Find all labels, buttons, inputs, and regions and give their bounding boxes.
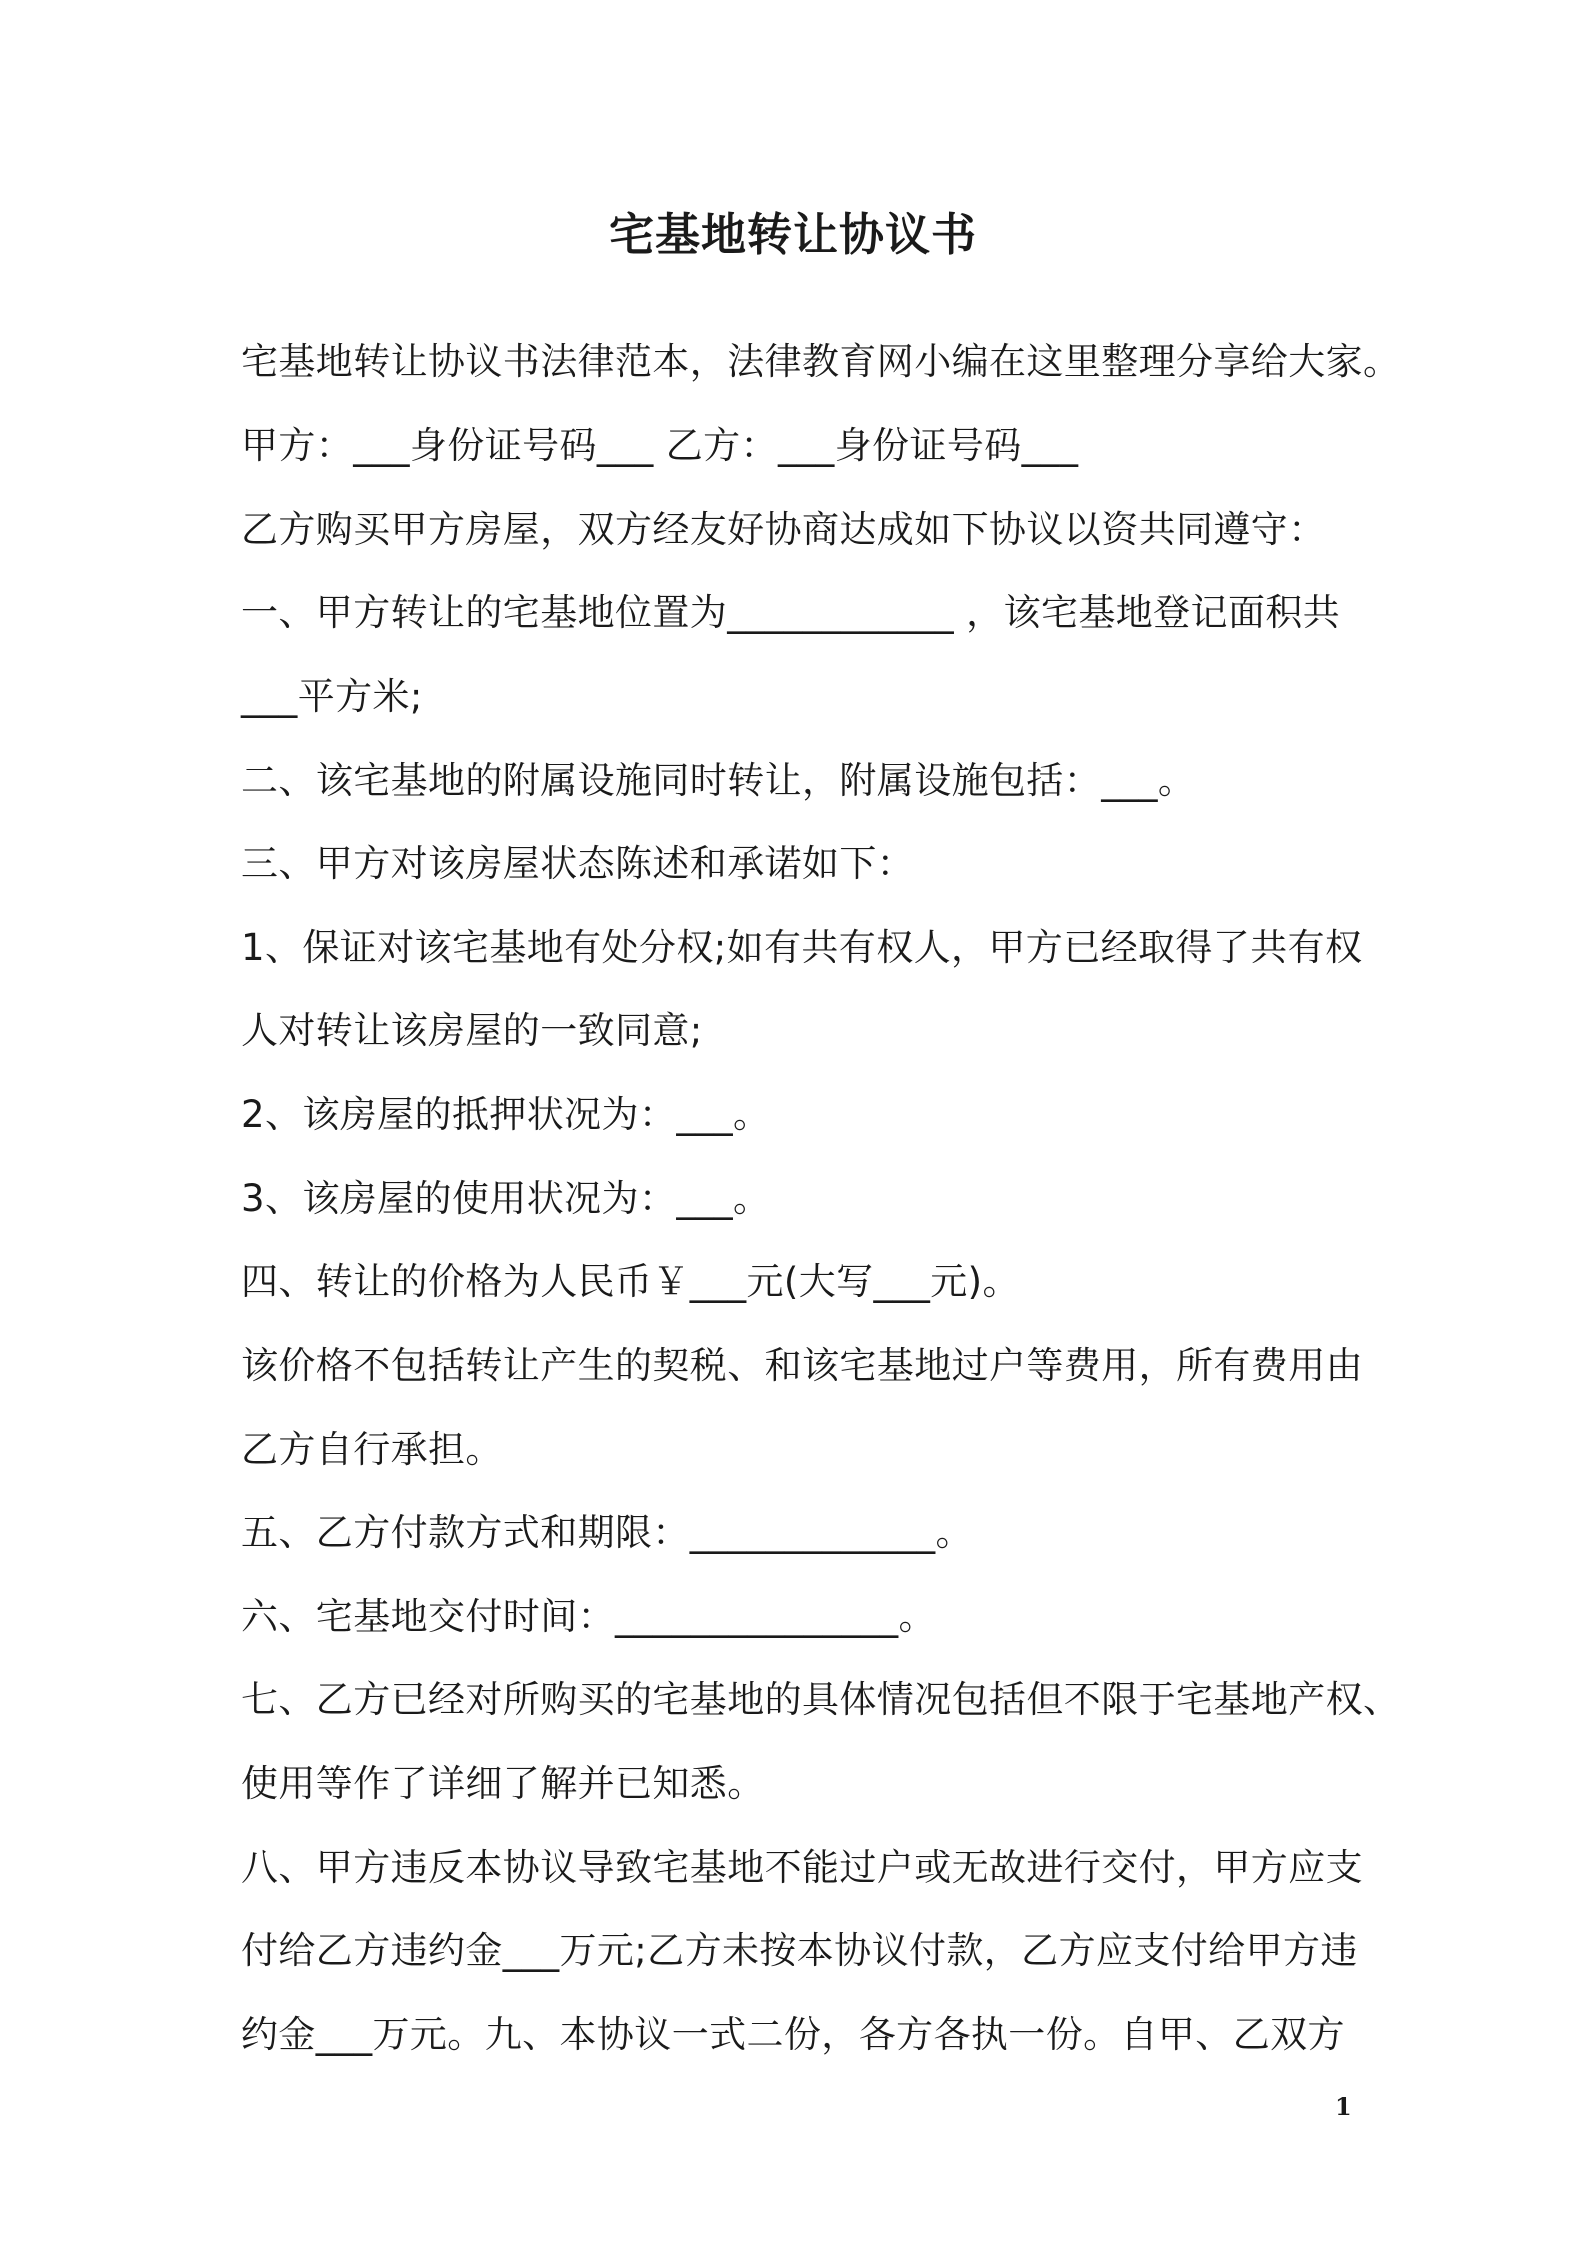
body-line-3: 乙方购买甲方房屋，双方经友好协商达成如下协议以资共同遵守： — [241, 508, 1326, 551]
body-line-18: 使用等作了详细了解并已知悉。 — [241, 1762, 765, 1805]
page-number: 1 — [1335, 2092, 1352, 2121]
body-line-17: 七、乙方已经对所购买的宅基地的具体情况包括但不限于宅基地产权、 — [241, 1678, 1401, 1721]
body-line-2: 甲方：___身份证号码___ 乙方：___身份证号码___ — [241, 424, 1079, 467]
body-line-16: 六、宅基地交付时间：_______________。 — [241, 1595, 936, 1638]
body-line-1: 宅基地转让协议书法律范本，法律教育网小编在这里整理分享给大家。 — [241, 340, 1401, 383]
document-title: 宅基地转让协议书 — [608, 208, 977, 261]
body-line-21: 约金___万元。九、本协议一式二份，各方各执一份。自甲、乙双方 — [241, 2013, 1345, 2056]
body-line-10: 2、该房屋的抵押状况为：___。 — [241, 1093, 771, 1136]
body-line-12: 四、转让的价格为人民币￥___元(大写___元)。 — [241, 1260, 1020, 1303]
body-line-4: 一、甲方转让的宅基地位置为____________ ，该宅基地登记面积共 — [241, 591, 1341, 634]
body-line-8: 1、保证对该宅基地有处分权;如有共有权人，甲方已经取得了共有权 — [241, 926, 1363, 969]
body-line-13: 该价格不包括转让产生的契税、和该宅基地过户等费用，所有费用由 — [241, 1344, 1363, 1387]
body-line-14: 乙方自行承担。 — [241, 1428, 503, 1471]
body-line-15: 五、乙方付款方式和期限：_____________。 — [241, 1511, 973, 1554]
body-line-6: 二、该宅基地的附属设施同时转让，附属设施包括：___。 — [241, 759, 1196, 802]
body-line-9: 人对转让该房屋的一致同意; — [241, 1009, 703, 1052]
body-line-11: 3、该房屋的使用状况为：___。 — [241, 1177, 771, 1220]
body-line-7: 三、甲方对该房屋状态陈述和承诺如下： — [241, 842, 915, 885]
body-line-19: 八、甲方违反本协议导致宅基地不能过户或无故进行交付，甲方应支 — [241, 1846, 1363, 1889]
body-line-20: 付给乙方违约金___万元;乙方未按本协议付款，乙方应支付给甲方违 — [241, 1929, 1358, 1972]
body-line-5: ___平方米; — [241, 675, 423, 718]
